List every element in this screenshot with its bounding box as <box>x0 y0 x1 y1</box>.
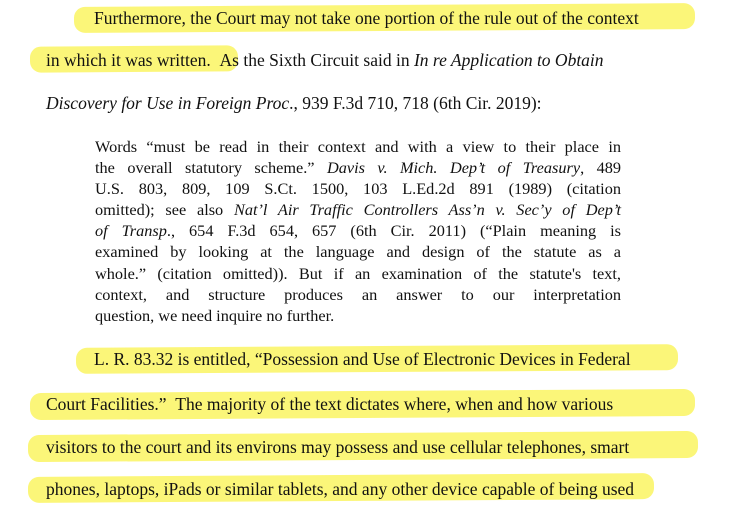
paragraph-1-line-2: in which it was written. As the Sixth Circuit said in In re Application to Obtain <box>46 50 604 70</box>
block-quote-line: the overall statutory scheme.” Davis v. Mich. Dep’t of Treasury, 489 <box>95 158 622 177</box>
block-quote-line: examined by looking at the language and design of the statute as a <box>95 242 621 261</box>
block-quote-line: whole.” (citation omitted)). But if an examination of the statute's text, <box>95 264 621 283</box>
case-name: Davis v. Mich. Dep’t of Treasury <box>327 158 581 177</box>
block-quote-line: Words “must be read in their context and with a view to their place in <box>95 137 621 156</box>
block-quote-line: question, we need inquire no further. <box>95 306 335 325</box>
highlighted-text: in which it was written. <box>46 50 211 70</box>
block-quote-line: context, and structure produces an answer to our interpretation <box>95 285 621 304</box>
case-name: In re Application to Obtain <box>413 50 604 70</box>
paragraph-1-line-1: Furthermore, the Court may not take one portion of the rule out of the context <box>94 8 639 28</box>
paragraph-1-line-3: Discovery for Use in Foreign Proc., 939 F.3d 710, 718 (6th Cir. 2019): <box>46 93 542 113</box>
case-name: of Transp <box>95 221 167 240</box>
block-quote-line: U.S. 803, 809, 109 S.Ct. 1500, 103 L.Ed.2d 891 (1989) (citation <box>95 179 621 198</box>
paragraph-2-line-1: L. R. 83.32 is entitled, “Possession and Use of Electronic Devices in Federal <box>94 349 631 369</box>
case-name: Discovery for Use in Foreign Proc <box>46 93 290 113</box>
case-name: Nat’l Air Traffic Controllers Ass’n v. Sec’y of Dep’t <box>233 200 621 219</box>
highlighted-text: Court Facilities.” <box>46 394 167 414</box>
paragraph-2-line-3: visitors to the court and its environs may possess and use cellular telephones, smart <box>46 437 630 457</box>
block-quote-line: omitted); see also Nat’l Air Traffic Controllers Ass’n v. Sec’y of Dep’t <box>95 200 621 219</box>
paragraph-2-line-4: phones, laptops, iPads or similar tablets, and any other device capable of being used <box>46 479 635 499</box>
block-quote-line: of Transp., 654 F.3d 654, 657 (6th Cir. 2011) (“Plain meaning is <box>95 221 621 240</box>
paragraph-2-line-2: Court Facilities.” The majority of the text dictates where, when and how various <box>46 394 614 414</box>
